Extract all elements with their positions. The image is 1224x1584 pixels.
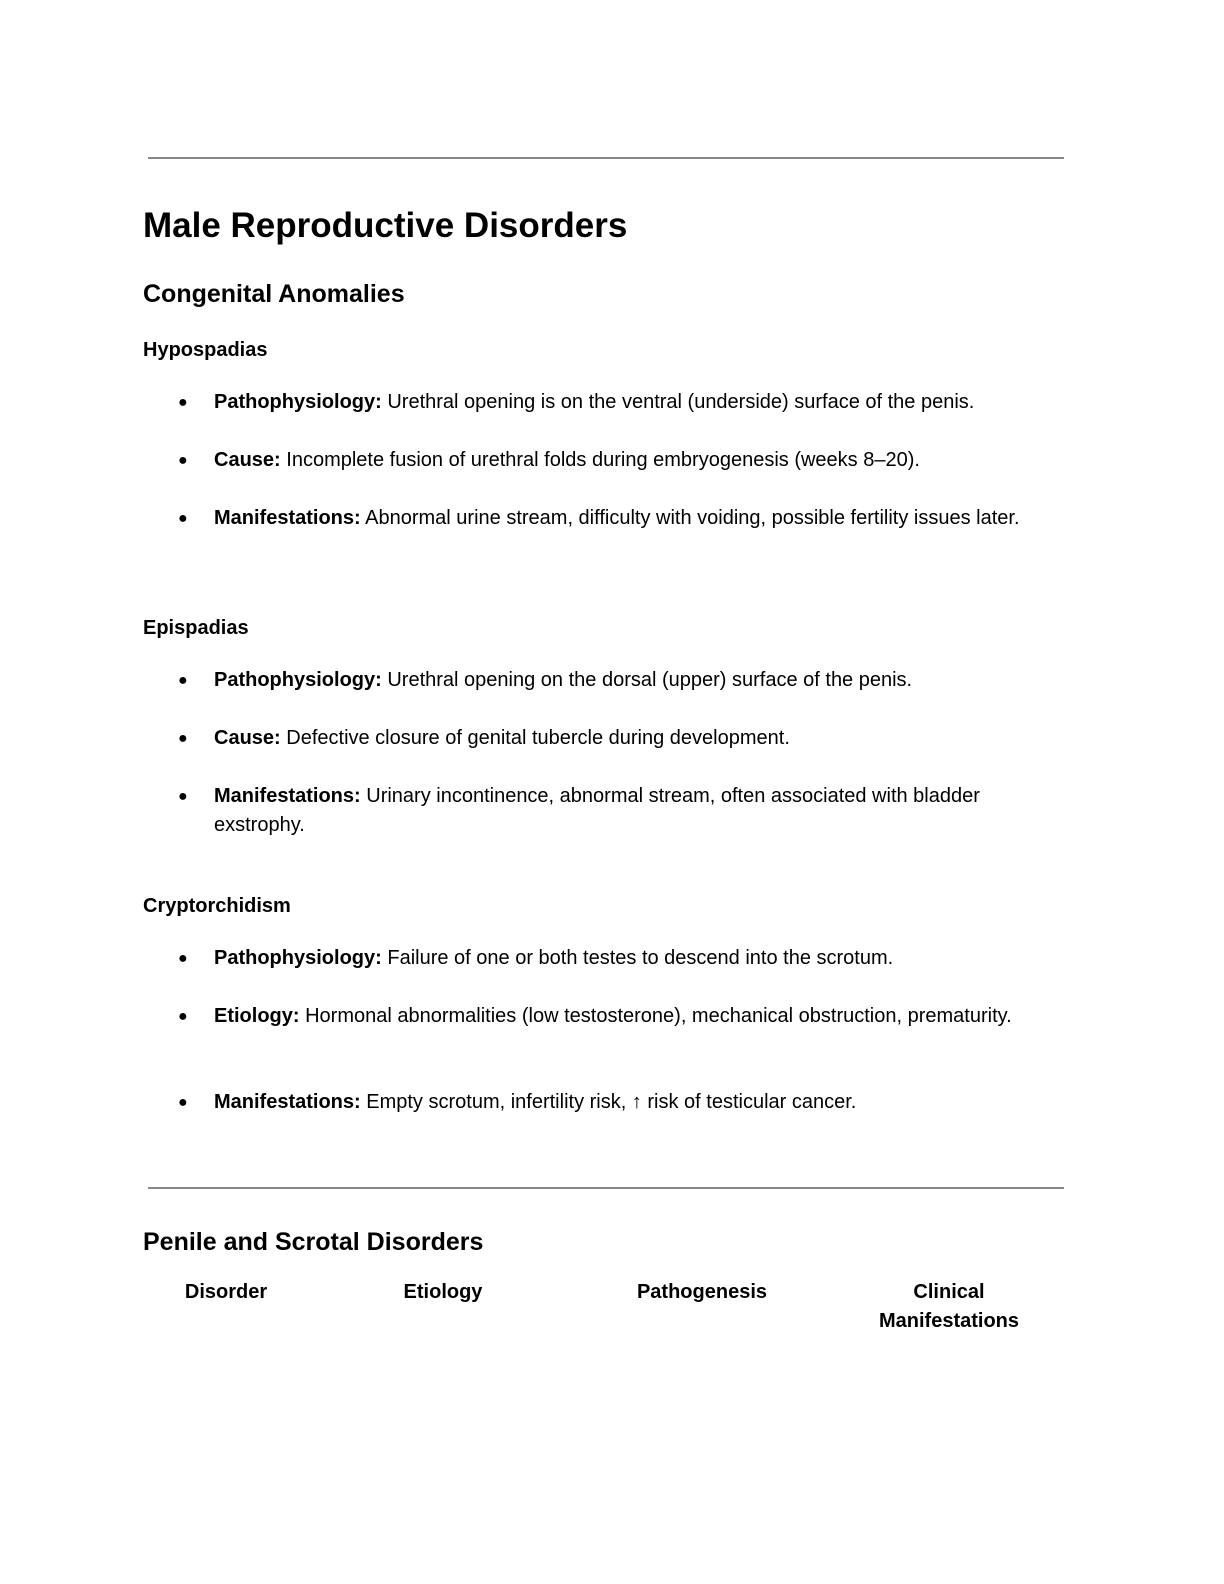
column-header-clinical-manifestations: Clinical Manifestations (878, 1281, 1020, 1332)
item-body: Urinary incontinence, abnormal stream, often associated with bladder exstrophy. (214, 785, 980, 836)
bullet-icon: ● (178, 510, 188, 527)
bullet-icon: ● (178, 452, 188, 469)
item-body: Failure of one or both testes to descend into the scrotum. (381, 947, 894, 969)
list-item-text (214, 666, 1059, 695)
list-item-text (214, 724, 1059, 753)
bullet-icon: ● (178, 950, 188, 967)
section-heading-penile-scrotal: Penile and Scrotal Disorders (143, 1228, 484, 1256)
list-item-text (214, 504, 1059, 533)
subheading-hypospadias: Hypospadias (143, 339, 268, 361)
item-body: Urethral opening is on the ventral (underside) surface of the penis. (381, 391, 975, 413)
item-label: Cause: (214, 449, 281, 471)
bullet-icon: ● (178, 1094, 188, 1111)
item-body: Hormonal abnormalities (low testosterone), mechanical obstruction, prematurity. (299, 1005, 1012, 1027)
list-item-text (214, 446, 1059, 475)
item-label: Pathophysiology: (214, 391, 382, 413)
item-body: Urethral opening on the dorsal (upper) surface of the penis. (381, 669, 913, 691)
column-header-etiology: Etiology (403, 1281, 483, 1303)
list-item-text (214, 782, 1059, 840)
item-label: Etiology: (214, 1005, 300, 1027)
subheading-cryptorchidism: Cryptorchidism (143, 895, 291, 917)
list-item-text (214, 1088, 1059, 1117)
horizontal-rule-top (148, 157, 1064, 159)
item-body: Empty scrotum, infertility risk, ↑ risk of testicular cancer. (360, 1091, 857, 1113)
item-label: Pathophysiology: (214, 947, 382, 969)
list-item-text (214, 944, 1059, 973)
item-label: Cause: (214, 727, 281, 749)
item-body: Abnormal urine stream, difficulty with voiding, possible fertility issues later. (360, 507, 1020, 529)
item-label: Manifestations: (214, 785, 361, 807)
section-heading-congenital-anomalies: Congenital Anomalies (143, 280, 405, 308)
subheading-epispadias: Epispadias (143, 617, 249, 639)
horizontal-rule-middle (148, 1187, 1064, 1189)
bullet-icon: ● (178, 1008, 188, 1025)
column-header-disorder: Disorder (184, 1281, 268, 1303)
bullet-icon: ● (178, 394, 188, 411)
bullet-icon: ● (178, 730, 188, 747)
item-body: Incomplete fusion of urethral folds during embryogenesis (weeks 8–20). (280, 449, 920, 471)
item-body: Defective closure of genital tubercle during development. (280, 727, 790, 749)
list-item-text (214, 388, 1059, 417)
bullet-icon: ● (178, 788, 188, 805)
item-label: Manifestations: (214, 1091, 361, 1113)
page-title: Male Reproductive Disorders (143, 206, 628, 245)
item-label: Manifestations: (214, 507, 361, 529)
item-label: Pathophysiology: (214, 669, 382, 691)
column-header-pathogenesis: Pathogenesis (636, 1281, 768, 1303)
list-item-text (214, 1002, 1059, 1031)
bullet-icon: ● (178, 672, 188, 689)
